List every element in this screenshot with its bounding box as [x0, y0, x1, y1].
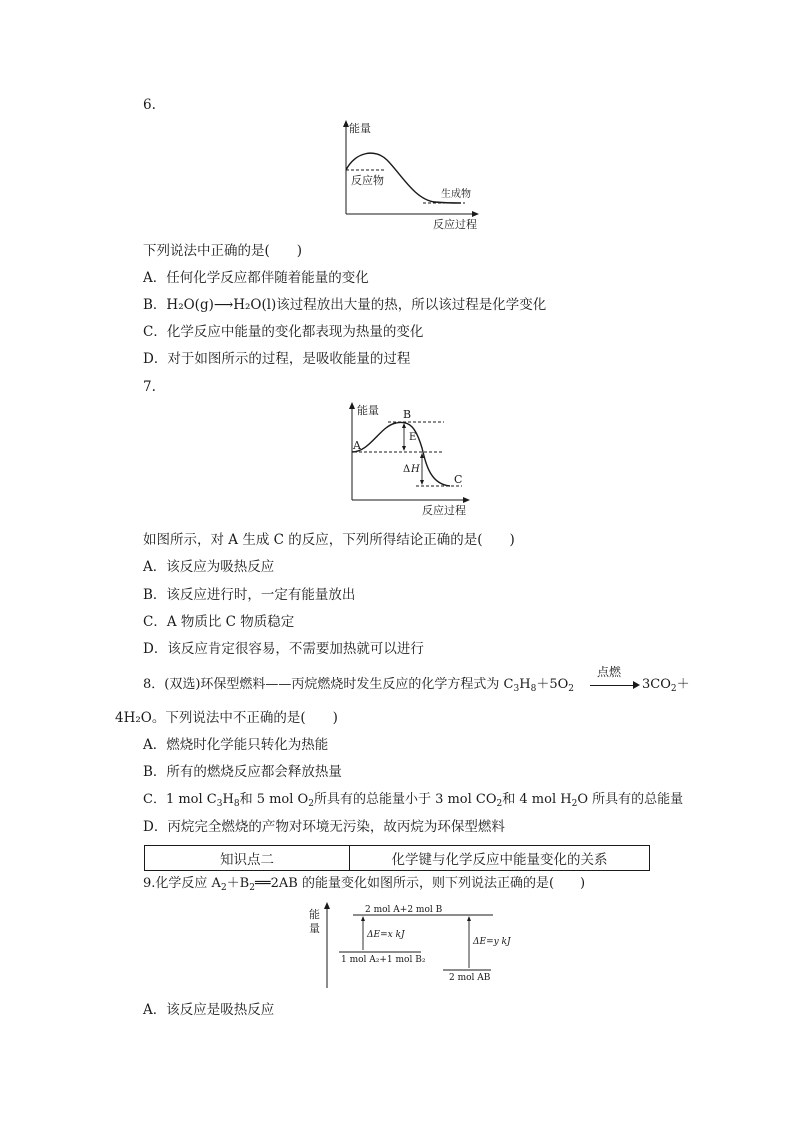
- q8-option-d: D．丙烷完全燃烧的产物对环境无污染，故丙烷为环保型燃料: [143, 819, 505, 835]
- q8-reaction-arrow: [590, 685, 634, 686]
- knowledge-point-title: 化学键与化学反应中能量变化的关系: [350, 846, 650, 871]
- q7-option-b: B．该反应进行时，一定有能量放出: [143, 587, 356, 603]
- top-level-label: 2 mol A+2 mol B: [365, 905, 443, 915]
- q7-number: 7.: [143, 379, 156, 395]
- label-dh-h: H: [411, 464, 420, 475]
- y-label: 能量: [357, 404, 379, 417]
- q7-option-c: C．A 物质比 C 物质稳定: [143, 614, 295, 630]
- q6-number: 6.: [143, 97, 156, 113]
- q7-energy-diagram: [340, 398, 480, 520]
- q8-option-b: B．所有的燃烧反应都会释放热量: [143, 764, 342, 780]
- q6-stem: 下列说法中正确的是( ): [143, 243, 303, 259]
- q8-condition: 点燃: [597, 665, 622, 679]
- reactant-label: 反应物: [351, 174, 384, 187]
- right-de-label: ΔE=y kJ: [473, 937, 511, 947]
- x-label: 反应过程: [433, 218, 477, 231]
- y-axis-arrow: [349, 402, 355, 409]
- q6-option-b: B．H₂O(g)⟶H₂O(l)该过程放出大量的热，所以该过程是化学变化: [143, 297, 547, 313]
- q7-option-a: A．该反应为吸热反应: [143, 559, 275, 575]
- q8-option-c: C．1 mol $C_3H_8$和 5 mol $O_2$所具有的总能量小于 3 mol $CO_2$和 4 mol $H_2O$ 所具有的总能量: [143, 792, 684, 809]
- label-e: E: [409, 432, 417, 443]
- left-de-label: ΔE=x kJ: [367, 930, 405, 940]
- right-level-label: 2 mol AB: [449, 973, 491, 983]
- y-axis-arrow: [324, 902, 330, 909]
- q9-stem: 9.化学反应 $A_2+B_2══2AB$ 的能量变化如图所示，则下列说法正确的是( ): [143, 876, 586, 893]
- q7-option-d: D．该反应肯定很容易，不需要加热就可以进行: [143, 641, 424, 657]
- point-c: C: [454, 473, 463, 486]
- left-level-label: 1 mol A₂+1 mol B₂: [341, 955, 426, 965]
- y-label-2: 量: [309, 922, 320, 935]
- point-a: A: [353, 439, 361, 452]
- q9-option-a: A．该反应是吸热反应: [143, 1002, 275, 1018]
- knowledge-point-table: [144, 845, 650, 871]
- q8-line2: 4H₂O。下列说法中不正确的是( ): [115, 710, 338, 726]
- y-label-1: 能: [309, 908, 320, 921]
- q8-reaction-arrowhead: [633, 681, 640, 689]
- x-axis-arrow: [472, 211, 479, 217]
- q9-energy-diagram: [305, 900, 511, 992]
- label-dh-delta: Δ: [403, 464, 411, 475]
- q6-energy-diagram: [335, 118, 485, 233]
- product-label: 生成物: [441, 189, 471, 200]
- q8-option-a: A．燃烧时化学能只转化为热能: [143, 737, 329, 753]
- x-label: 反应过程: [422, 504, 466, 517]
- q6-option-d: D．对于如图所示的过程，是吸收能量的过程: [143, 351, 411, 367]
- y-label: 能量: [349, 122, 371, 135]
- q6-option-c: C．化学反应中能量的变化都表现为热量的变化: [143, 324, 424, 340]
- q7-stem: 如图所示，对 A 生成 C 的反应，下列所得结论正确的是( ): [143, 532, 515, 548]
- q6-option-a: A．任何化学反应都伴随着能量的变化: [143, 270, 369, 286]
- q8-products: $3CO_2+$: [642, 677, 690, 694]
- knowledge-point-label: 知识点二: [145, 846, 350, 871]
- point-b: B: [403, 408, 412, 421]
- q8-line1: 8．(双选)环保型燃料——丙烷燃烧时发生反应的化学方程式为 $C_3H_8+5O_2$: [143, 677, 574, 694]
- energy-curve: [352, 422, 450, 486]
- x-axis-arrow: [463, 497, 470, 503]
